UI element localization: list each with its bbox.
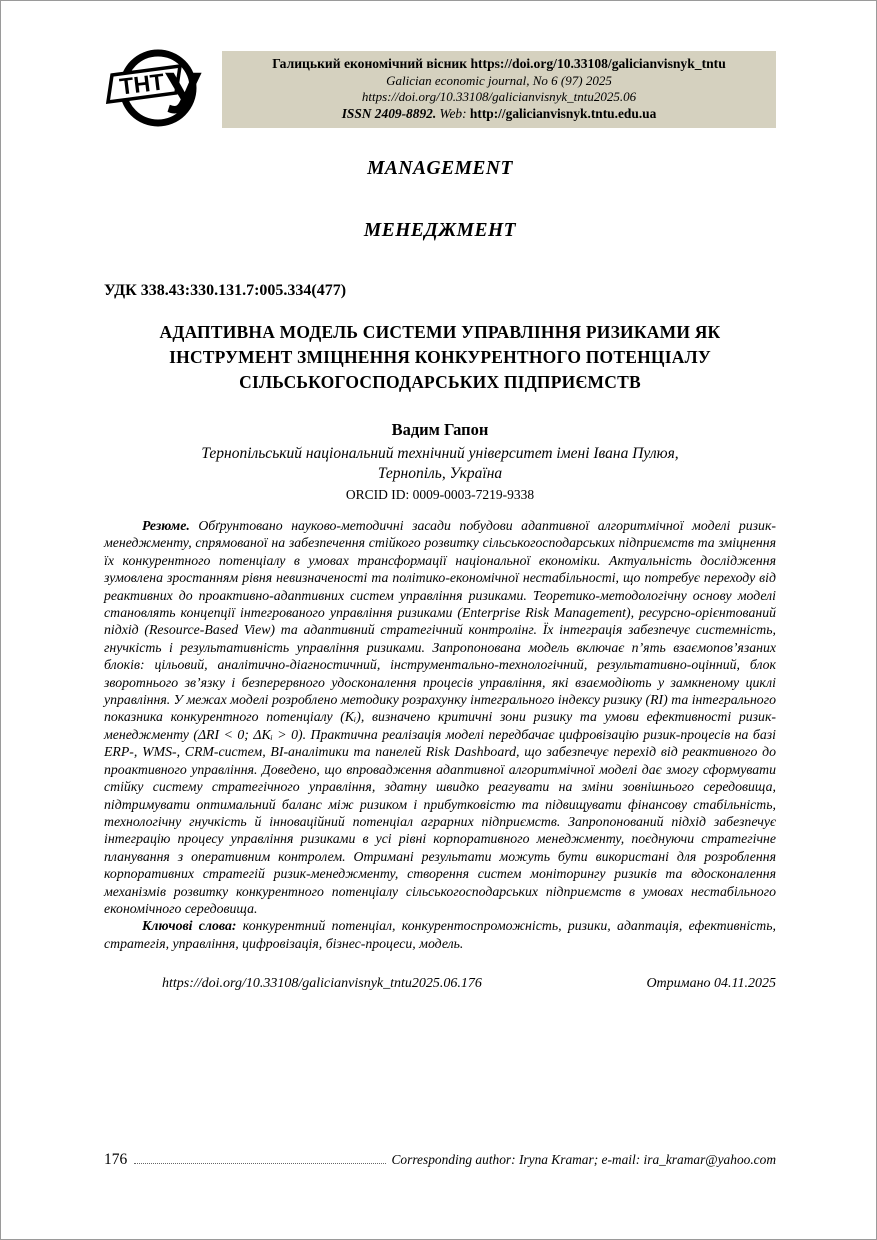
keywords-label: Ключові слова: bbox=[142, 918, 237, 934]
udc-code: УДК 338.43:330.131.7:005.334(477) bbox=[104, 282, 347, 299]
abstract-text: Обґрунтовано науково-методичні засади побудови адаптивної алгоритмічної моделі ризик-менеджменту, спрямованої на забезпечення стійкого розвитку сільськогосподарських підприємств та зміцнення їх конкурентного потенціалу в умовах трансформації національної економіки. Актуальність дослідження зумовлена зростанням рівня невизначеності та політико-економічної нестабільності, що потребує переходу від реактивних до проактивно-адаптивних систем управління ризиками. Теоретико-методологічну основу моделі становлять концепції інтегрованого управління ризиками (Enterprise Risk Management), ресурсно-орієнтований підхід (Resource-Based View) та адаптивний стратегічний контролінг. Їх інтеграція забезпечує системність, гнучкість і результативність управління ризиками. Запропонована модель включає п’ять взаємопов’язаних блоків: цільовий, аналітично-діагностичний, інструментально-технологічний, результативно-оцінний, блок зворотнього зв’язку і безперервного удосконалення процесів управління, які взаємодіють у замкненому циклі управління. У межах моделі розроблено методику розрахунку інтегрального індексу ризику (RI) та інтегрального показника конкурентного потенціалу (Kᵢ), визначено критичні зони ризику та умови ефективності ризик-менеджменту (ΔRI < 0; ΔKᵢ > 0). Практична реалізація моделі передбачає цифровізацію ризик-процесів на базі ERP-, WMS-, CRM-систем, BI-аналітики та панелей Risk Dashboard, що забезпечує перехід від реактивного до проактивного управління. Доведено, що впровадження адаптивної алгоритмічної моделі дає змогу сформувати стійку систему стратегічного управління, здатну швидко реагувати на зміни зовнішнього середовища, підтримувати оптимальний баланс між ризиком і прибутковістю та підвищувати фінансову стабільність, технологічну гнучкість й інноваційний потенціал аграрних підприємств. Запропонований підхід забезпечує інтеграцію процесу управління ризиками в усі рівні корпоративного менеджменту, поєднуючи стратегічне планування з оперативним контролем. Отримані результати можуть бути використані для розроблення корпоративних стратегій ризик-менеджменту, створення систем моніторингу ризиків та вдосконалення механізмів розвитку конкурентного потенціалу сільськогосподарських підприємств в умовах нестабільного економічного середовища. bbox=[104, 518, 776, 916]
affiliation-line-2: Тернопіль, Україна bbox=[377, 465, 503, 482]
section-heading-en: MANAGEMENT bbox=[367, 158, 513, 179]
orcid-id: ORCID ID: 0009-0003-7219-9338 bbox=[345, 487, 535, 502]
author-affiliation bbox=[104, 444, 776, 484]
keywords-text: конкурентний потенціал, конкурентоспроможність, ризики, адаптація, ефективність, стратегія, управління, цифровізація, бізнес-процеси, модель. bbox=[104, 918, 776, 951]
issn-text: ISSN 2409-8892. bbox=[341, 105, 437, 121]
abstract-paragraph bbox=[104, 517, 776, 917]
article-title-line-3: СІЛЬСЬКОГОСПОДАРСЬКИХ ПІДПРИЄМСТВ bbox=[239, 372, 641, 392]
article-title bbox=[104, 320, 776, 395]
doi-received-row bbox=[104, 976, 776, 992]
author-name: Вадим Гапон bbox=[391, 420, 489, 439]
journal-title-line: Галицький економічний вісник https://doi.org/10.33108/galicianvisnyk_tntu bbox=[272, 56, 726, 71]
keywords-paragraph bbox=[104, 917, 776, 952]
article-title-line-2: ІНСТРУМЕНТ ЗМІЦНЕННЯ КОНКУРЕНТНОГО ПОТЕНЦІАЛУ bbox=[169, 347, 711, 367]
received-date: Отримано 04.11.2025 bbox=[646, 976, 776, 992]
journal-web-link[interactable]: http://galicianvisnyk.tntu.edu.ua bbox=[469, 105, 657, 121]
page-header bbox=[104, 45, 776, 136]
page-number: 176 bbox=[104, 1151, 128, 1168]
abstract-label: Резюме. bbox=[142, 518, 190, 533]
dotted-leader bbox=[134, 1162, 386, 1164]
section-heading-uk: МЕНЕДЖМЕНТ bbox=[363, 220, 517, 241]
logo-u-letter: У bbox=[164, 61, 202, 126]
article-doi-link[interactable]: https://doi.org/10.33108/galicianvisnyk_tntu2025.06.176 bbox=[162, 976, 482, 992]
journal-header-banner bbox=[222, 51, 776, 128]
web-label: Web: bbox=[436, 105, 470, 121]
abstract-block bbox=[104, 517, 776, 952]
tntu-logo bbox=[104, 45, 222, 136]
journal-doi-link[interactable]: https://doi.org/10.33108/galicianvisnyk_tntu2025.06 bbox=[361, 89, 637, 104]
affiliation-line-1: Тернопільський національний технічний університет імені Івана Пулюя, bbox=[201, 445, 679, 462]
page-footer bbox=[104, 1151, 776, 1169]
logo-tnt-text: ТНТ bbox=[118, 68, 166, 100]
journal-issn-line bbox=[228, 106, 770, 123]
article-title-line-1: АДАПТИВНА МОДЕЛЬ СИСТЕМИ УПРАВЛІННЯ РИЗИКАМИ ЯК bbox=[159, 322, 721, 342]
corresponding-author: Corresponding author: Iryna Kramar; e-mail: ira_kramar@yahoo.com bbox=[391, 1152, 776, 1167]
tntu-logo-icon bbox=[104, 45, 216, 131]
journal-subtitle-line: Galician economic journal, No 6 (97) 2025 bbox=[386, 72, 612, 88]
